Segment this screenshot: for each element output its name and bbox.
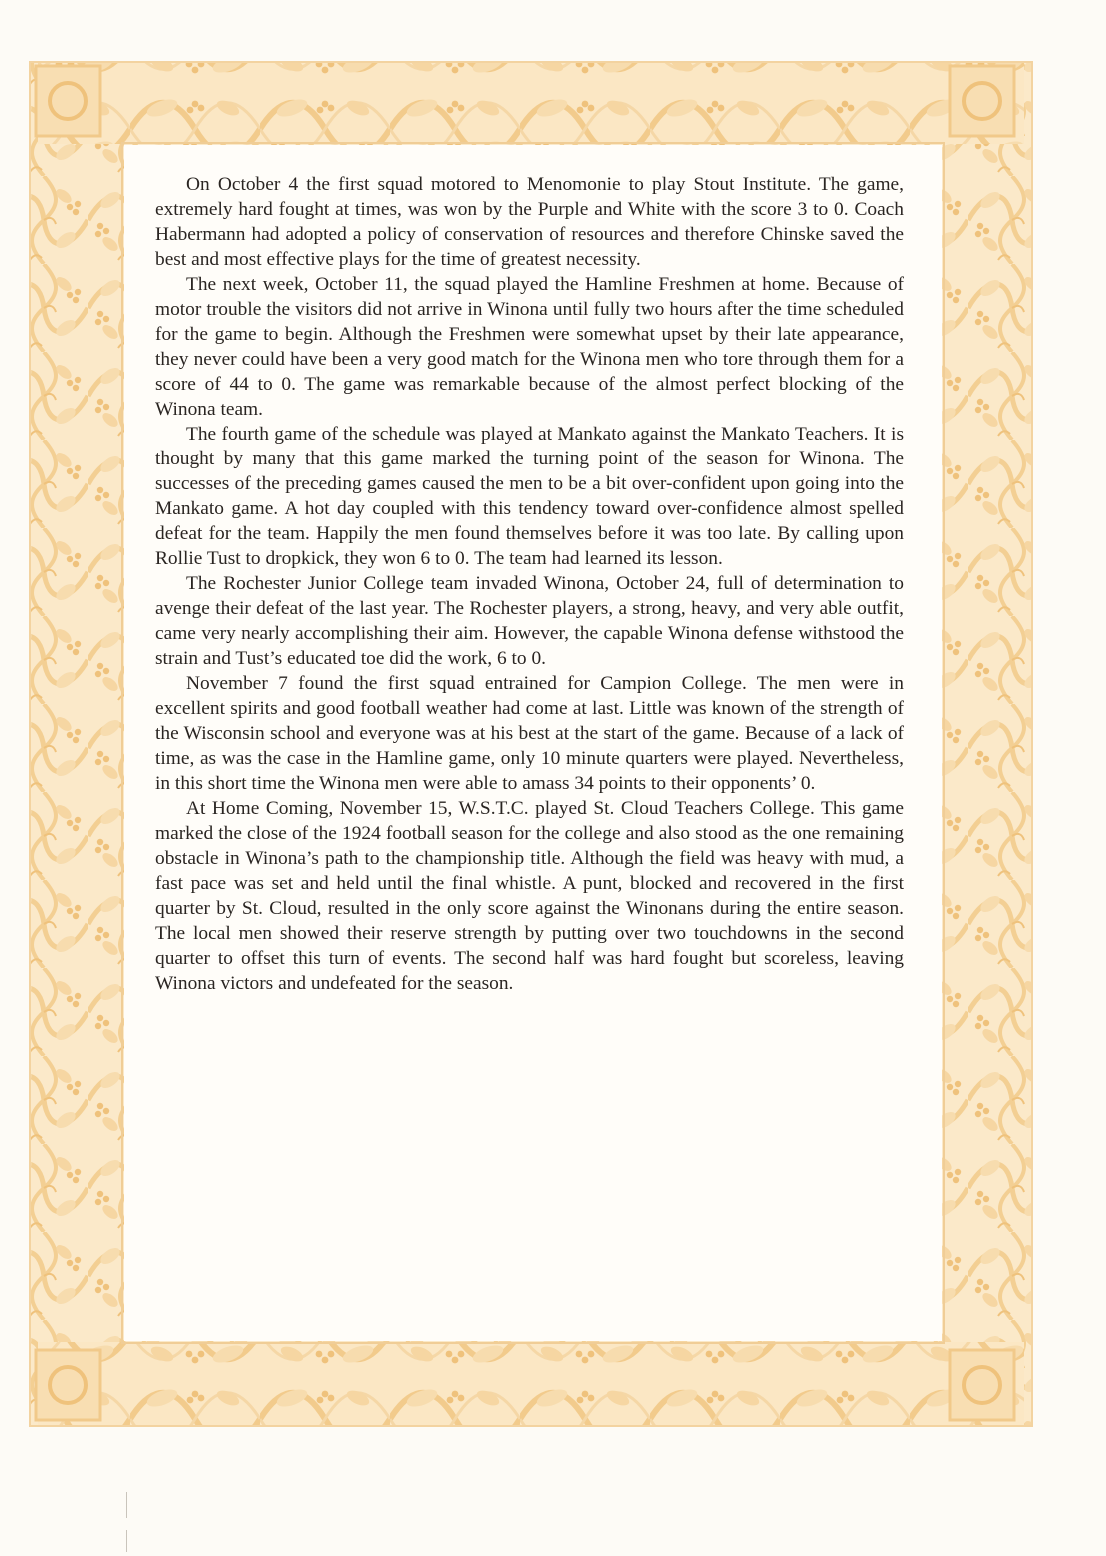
paragraph-stout-game: On October 4 the first squad motored to Menomonie to play Stout Institute. The game, extremely hard fought at times, was won by the Purple and White with the score 3 to 0. Coach Habermann had adopted a policy of conservation of resources and therefore Chinske saved the best and most effective plays for the time of greatest necessity. <box>155 174 904 270</box>
binding-mark <box>126 1530 127 1552</box>
paragraph-campion-game: November 7 found the first squad entrained for Campion College. The men were in excellent spirits and good football weather had come at last. Little was known of the strength of the Wisconsin school and everyone was at his best at the start of the game. Because of a lack of time, as was the case in the Hamline game, only 10 minute quarters were played. Nevertheless, in this short time the Winona men were able to amass 34 points to their opponents’ 0. <box>155 673 904 794</box>
football-season-article <box>155 173 904 996</box>
paragraph-mankato-game: The fourth game of the schedule was played at Mankato against the Mankato Teachers. It is thought by many that this game marked the turning point of the season for Winona. The successes of the preceding games caused the men to be a bit over-confident upon going into the Mankato game. A hot day coupled with this tendency toward over-confidence almost spelled defeat for the team. Happily the men found themselves before it was too late. By calling upon Rollie Tust to dropkick, they won 6 to 0. The team had learned its lesson. <box>155 423 904 570</box>
paragraph-hamline-game: The next week, October 11, the squad played the Hamline Freshmen at home. Because of motor trouble the visitors did not arrive in Winona until fully two hours after the time scheduled for the game to begin. Although the Freshmen were somewhat upset by their late appearance, they never could have been a very good match for the Winona men who tore through them for a score of 44 to 0. The game was remarkable because of the almost perfect blocking of the Winona team. <box>155 273 904 420</box>
paragraph-rochester-game: The Rochester Junior College team invaded Winona, October 24, full of determination to avenge their defeat of the last year. The Rochester players, a strong, heavy, and very able outfit, came very nearly accomplishing their aim. However, the capable Winona defense withstood the strain and Tust’s educated toe did the work, 6 to 0. <box>155 573 904 670</box>
binding-mark <box>126 1492 127 1518</box>
paragraph-st-cloud-game: At Home Coming, November 15, W.S.T.C. played St. Cloud Teachers College. This game marked the close of the 1924 football season for the college and also stood as the one remaining obstacle in Winona’s path to the championship title. Although the field was heavy with mud, a fast pace was set and held until the final whistle. A punt, blocked and recovered in the first quarter by St. Cloud, resulted in the only score against the Winonans during the entire season. The local men showed their reserve strength by putting over two touchdowns in the second quarter to offset this turn of events. The second half was hard fought but scoreless, leaving Winona victors and undefeated for the season. <box>155 797 904 994</box>
